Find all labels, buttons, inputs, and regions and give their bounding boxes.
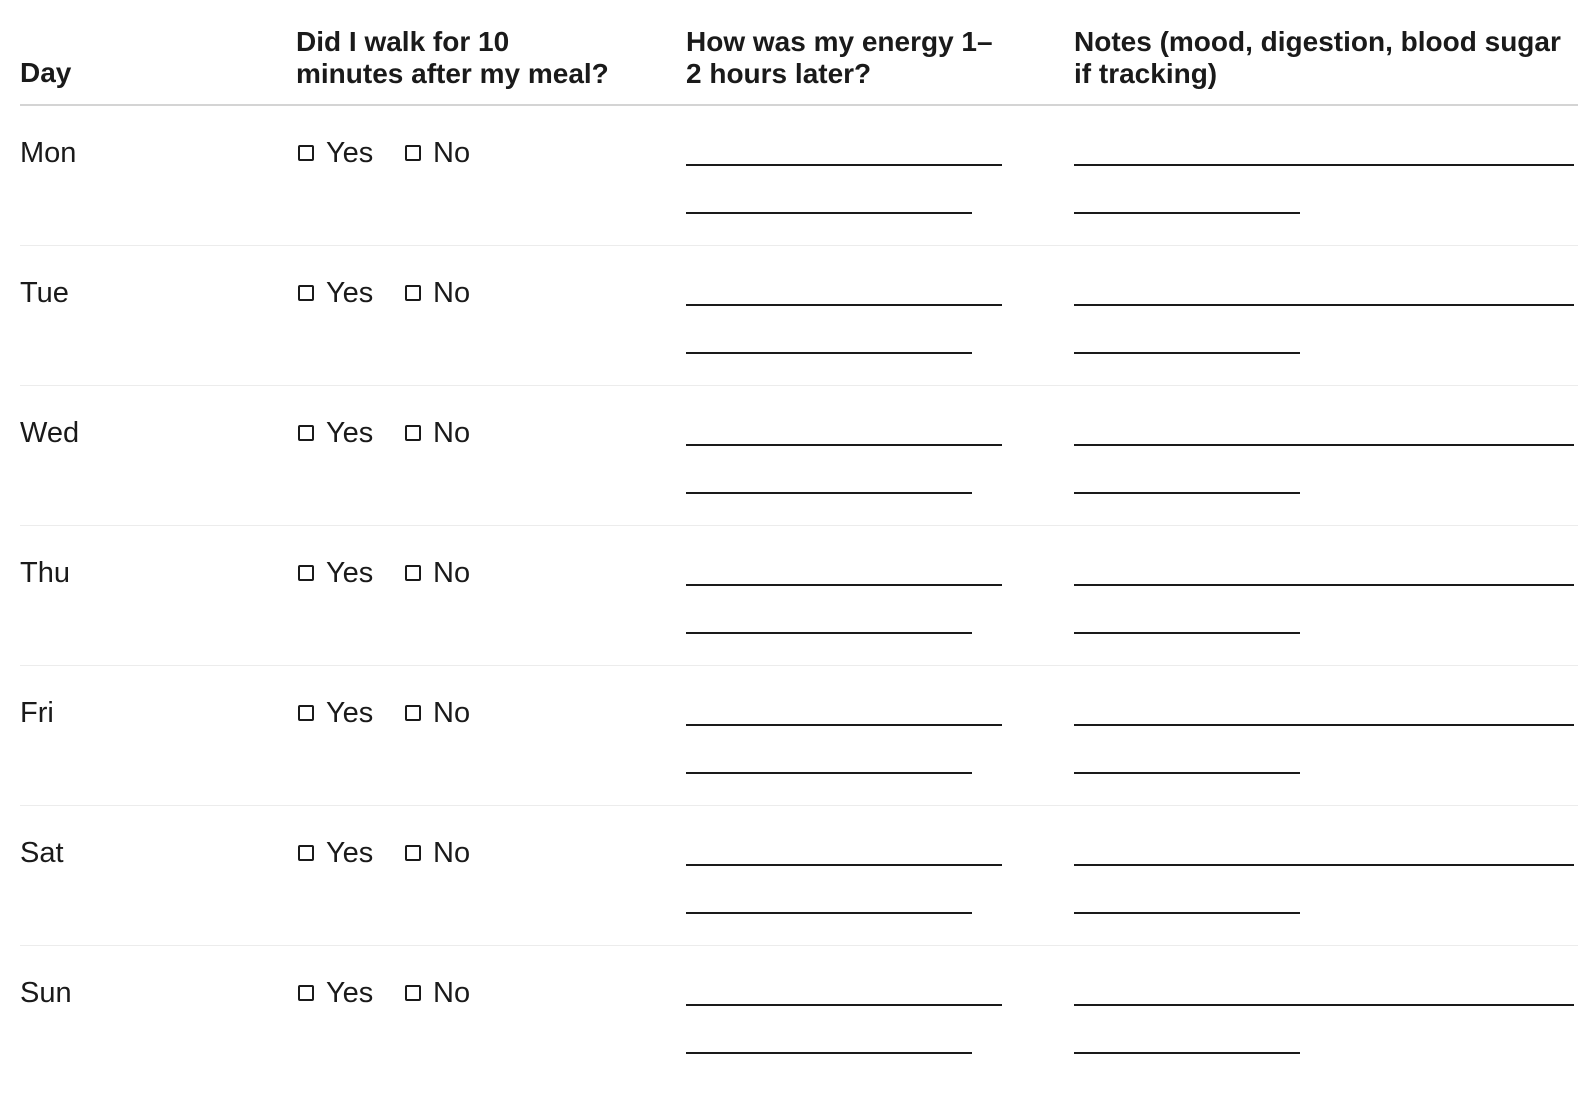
yes-label: Yes: [326, 277, 374, 309]
energy-line[interactable]: [686, 1052, 972, 1054]
day-label: Wed: [20, 417, 80, 449]
notes-line[interactable]: [1074, 444, 1574, 446]
notes-line[interactable]: [1074, 212, 1300, 214]
walk-no-option[interactable]: [405, 836, 470, 870]
notes-line[interactable]: [1074, 584, 1574, 586]
table-row: [20, 946, 1578, 1086]
energy-line[interactable]: [686, 1004, 1002, 1006]
header-notes: Notes (mood, digestion, blood sugar if tracking): [1074, 26, 1561, 89]
notes-line[interactable]: [1074, 912, 1300, 914]
energy-line[interactable]: [686, 864, 1002, 866]
header-walk: Did I walk for 10 minutes after my meal?: [296, 26, 609, 89]
checkbox-icon[interactable]: [405, 285, 421, 301]
walk-no-option[interactable]: [405, 696, 470, 730]
walk-no-option[interactable]: [405, 276, 470, 310]
notes-line[interactable]: [1074, 164, 1574, 166]
checkbox-icon[interactable]: [405, 985, 421, 1001]
energy-line[interactable]: [686, 164, 1002, 166]
table-row: [20, 246, 1578, 386]
walk-no-option[interactable]: [405, 136, 470, 170]
table-row: [20, 106, 1578, 246]
walk-yes-option[interactable]: [298, 556, 373, 590]
checkbox-icon[interactable]: [405, 425, 421, 441]
energy-line[interactable]: [686, 444, 1002, 446]
day-label: Thu: [20, 557, 70, 589]
no-label: No: [433, 417, 471, 449]
walk-no-option[interactable]: [405, 556, 470, 590]
yes-label: Yes: [326, 417, 374, 449]
walk-no-option[interactable]: [405, 976, 470, 1010]
checkbox-icon[interactable]: [405, 145, 421, 161]
energy-line[interactable]: [686, 492, 972, 494]
energy-line[interactable]: [686, 304, 1002, 306]
day-label: Mon: [20, 137, 77, 169]
walk-yes-option[interactable]: [298, 976, 373, 1010]
checkbox-icon[interactable]: [405, 565, 421, 581]
checkbox-icon[interactable]: [405, 705, 421, 721]
yes-label: Yes: [326, 557, 374, 589]
notes-line[interactable]: [1074, 632, 1300, 634]
no-label: No: [433, 137, 471, 169]
header-day: Day: [20, 57, 72, 88]
day-label: Tue: [20, 277, 69, 309]
walk-tracker-table: [20, 0, 1578, 1086]
header-energy: How was my energy 1– 2 hours later?: [686, 26, 993, 89]
energy-line[interactable]: [686, 772, 972, 774]
checkbox-icon[interactable]: [298, 145, 314, 161]
walk-yes-option[interactable]: [298, 136, 373, 170]
day-label: Sat: [20, 837, 64, 869]
table-header: [20, 0, 1578, 106]
checkbox-icon[interactable]: [298, 705, 314, 721]
energy-line[interactable]: [686, 212, 972, 214]
checkbox-icon[interactable]: [298, 845, 314, 861]
notes-line[interactable]: [1074, 772, 1300, 774]
notes-line[interactable]: [1074, 864, 1574, 866]
yes-label: Yes: [326, 697, 374, 729]
yes-label: Yes: [326, 837, 374, 869]
day-label: Fri: [20, 697, 54, 729]
energy-line[interactable]: [686, 724, 1002, 726]
checkbox-icon[interactable]: [405, 845, 421, 861]
notes-line[interactable]: [1074, 1052, 1300, 1054]
walk-yes-option[interactable]: [298, 276, 373, 310]
walk-yes-option[interactable]: [298, 416, 373, 450]
checkbox-icon[interactable]: [298, 985, 314, 1001]
no-label: No: [433, 277, 471, 309]
yes-label: Yes: [326, 977, 374, 1009]
walk-yes-option[interactable]: [298, 836, 373, 870]
no-label: No: [433, 697, 471, 729]
checkbox-icon[interactable]: [298, 565, 314, 581]
energy-line[interactable]: [686, 584, 1002, 586]
notes-line[interactable]: [1074, 492, 1300, 494]
day-label: Sun: [20, 977, 72, 1009]
energy-line[interactable]: [686, 632, 972, 634]
no-label: No: [433, 837, 471, 869]
table-row: [20, 526, 1578, 666]
no-label: No: [433, 557, 471, 589]
walk-yes-option[interactable]: [298, 696, 373, 730]
table-row: [20, 806, 1578, 946]
notes-line[interactable]: [1074, 724, 1574, 726]
notes-line[interactable]: [1074, 304, 1574, 306]
notes-line[interactable]: [1074, 1004, 1574, 1006]
no-label: No: [433, 977, 471, 1009]
notes-line[interactable]: [1074, 352, 1300, 354]
energy-line[interactable]: [686, 352, 972, 354]
checkbox-icon[interactable]: [298, 425, 314, 441]
table-row: [20, 386, 1578, 526]
walk-no-option[interactable]: [405, 416, 470, 450]
table-row: [20, 666, 1578, 806]
checkbox-icon[interactable]: [298, 285, 314, 301]
yes-label: Yes: [326, 137, 374, 169]
energy-line[interactable]: [686, 912, 972, 914]
